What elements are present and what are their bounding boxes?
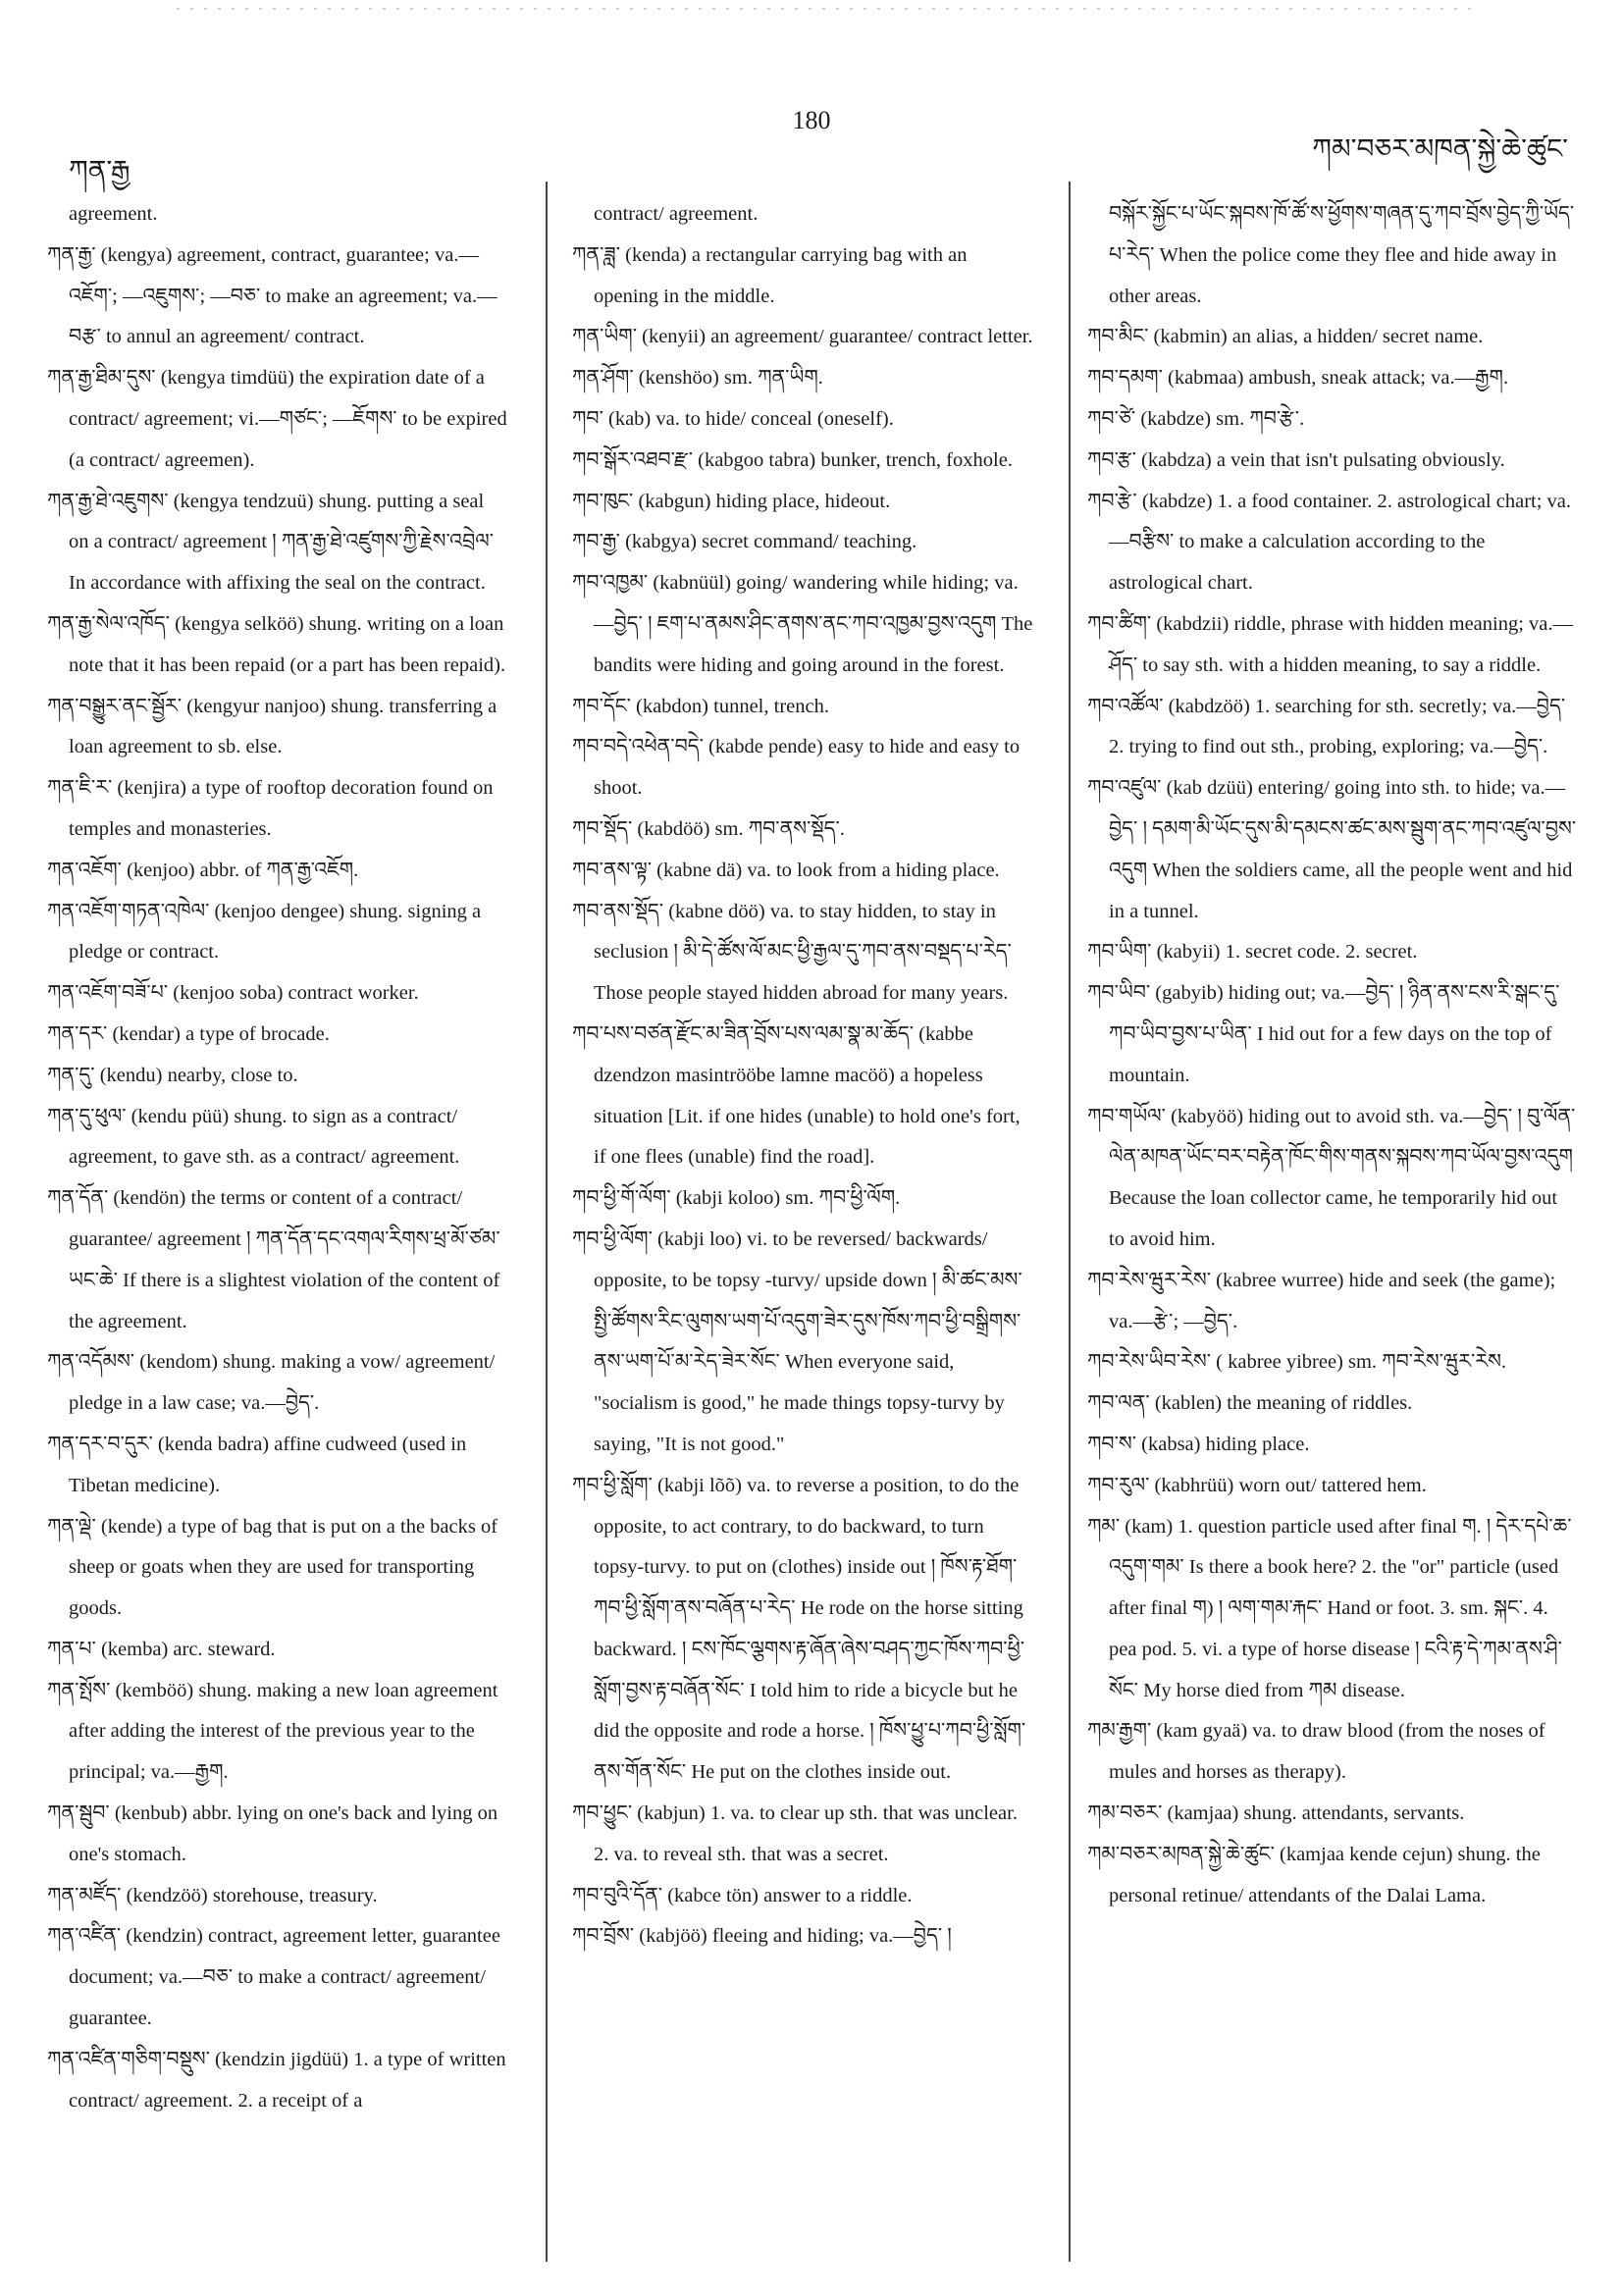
dictionary-entry: ཀན་རྒྱ་ཐེ་འཇུགས་ (kengya tendzuü) shung. putting a seal on a contract/ agreement ། ཀན་རྒྱ་ཐེ་འཛུགས་ཀྱི་རྗེས་འབྲེལ་ In accordance with affixing the seal on the contract. bbox=[47, 490, 494, 595]
dictionary-entry: ཀམ་བཅར་ (kamjaa) shung. attendants, servants. bbox=[1087, 1802, 1465, 1825]
dictionary-entry: ཀབ་ཙེ་ (kabdze) sm. ཀབ་རྩེ་. bbox=[1087, 407, 1305, 430]
dictionary-entry: ཀབ་དོང་ (kabdon) tunnel, trench. bbox=[572, 695, 829, 717]
scan-noise bbox=[177, 8, 1472, 10]
dictionary-entry: ཀབ་འཁྱམ་ (kabnüül) going/ wandering while hiding; va.—བྱེད་ ། ཇག་པ་ནམས་ཤིང་ནགས་ནང་ཀབ་འཁྱམ་བྱས་འདུག The bandits were hiding and going around in the forest. bbox=[572, 572, 1033, 676]
dictionary-entry: ཀབ་འཚོལ་ (kabdzöö) 1. searching for sth. secretly; va.—བྱེད་ 2. trying to find out sth., probing, exploring; va.—བྱེད་. bbox=[1087, 695, 1566, 758]
dictionary-entry: ཀན་འཛིན་གཅིག་བསྡུས་ (kendzin jigdüü) 1. a type of written contract/ agreement. 2. a receipt of a bbox=[47, 2048, 506, 2112]
dictionary-entry: ཀབ་སྡོད་ (kabdöö) sm. ཀབ་ནས་སྡོད་. bbox=[572, 817, 845, 840]
guide-word-left: ཀན་རྒྱ bbox=[69, 156, 131, 186]
column-lead-in: agreement. bbox=[69, 203, 158, 225]
dictionary-entry: ཀབ་རྩ་ (kabdza) a vein that isn't pulsating obviously. bbox=[1087, 448, 1505, 471]
dictionary-entry: ཀམ་ (kam) 1. question particle used after final ག. ། དེར་དཔེ་ཆ་འདུག་གམ་ Is there a book here? 2. the "or" particle (used after final ག) ། ལག་གམ་རྐང་ Hand or foot. 3. sm. སྐང་. 4. pea pod. 5. vi. a type of horse disease ། ངའི་རྟ་དེ་ཀམ་ནས་ཤི་སོང་ My horse died from ཀམ disease. bbox=[1087, 1515, 1572, 1701]
column-2 bbox=[572, 194, 1033, 1957]
dictionary-entry: ཀབ་གཡོལ་ (kabyöö) hiding out to avoid sth. va.—བྱེད་ ། བུ་ལོན་ལེན་མཁན་ཡོང་བར་བརྟེན་ཁོང་གིས་གནས་སྐབས་ཀབ་ཡོལ་བྱས་འདུག Because the loan collector came, he temporarily hid out to avoid him. bbox=[1087, 1105, 1576, 1250]
dictionary-entry: ཀབ་ཁུང་ (kabgun) hiding place, hideout. bbox=[572, 490, 891, 512]
dictionary-entry: ཀན་དོན་ (kendön) the terms or content of a contract/ guarantee/ agreement ། ཀན་དོན་དང་འགལ་རིགས་ཕྲ་མོ་ཙམ་ཡང་ཆེ་ If there is a slightest violation of the content of the agreement. bbox=[47, 1187, 500, 1332]
dictionary-entry: ཀབ་ཕྱི་གོ་ལོག་ (kabji koloo) sm. ཀབ་ཕྱི་ལོག. bbox=[572, 1187, 901, 1210]
dictionary-entry: ཀབ་བུའི་དོན་ (kabce tön) answer to a riddle. bbox=[572, 1884, 913, 1906]
dictionary-entry: ཀན་འཇོག་བཟོ་པ་ (kenjoo soba) contract worker. bbox=[47, 982, 419, 1005]
dictionary-entry: ཀན་དར་ (kendar) a type of brocade. bbox=[47, 1022, 330, 1045]
dictionary-entry: ཀན་བསྒྱུར་ནང་སྦྱོར་ (kengyur nanjoo) shung. transferring a loan agreement to sb. else. bbox=[47, 695, 497, 758]
dictionary-entry: ཀན་མཛོད་ (kendzöö) storehouse, treasury. bbox=[47, 1884, 378, 1906]
guide-word-right: ཀམ་བཅར་མཁན་སྐྱེ་ཆེ་ཚུང་ bbox=[1312, 134, 1568, 165]
dictionary-entry: ཀན་རྒྱ་སེལ་འཁོད་ (kengya selköö) shung. writing on a loan note that it has been repaid (or a part has been repaid). bbox=[47, 612, 506, 676]
dictionary-entry: ཀམ་བཅར་མཁན་སྐྱེ་ཆེ་ཚུང་ (kamjaa kende cejun) shung. the personal retinue/ attendants of the Dalai Lama. bbox=[1087, 1843, 1541, 1906]
dictionary-entry: ཀབ་ཕྱི་སློག་ (kabji lõõ) va. to reverse a position, to do the opposite, to act contrary, to do backward, to turn topsy-turvy. to put on (clothes) inside out ། ཁོས་རྟ་ཐོག་ཀབ་ཕྱི་སློག་ནས་བཞོན་པ་རེད་ He rode on the horse sitting backward. ། ངས་ཁོང་ལྕགས་རྟ་ཞོན་ཞེས་བཤད་ཀྱང་ཁོས་ཀབ་ཕྱི་སློག་བྱས་རྟ་བཞོན་སོང་ I told him to ride a bicycle but he did the opposite and rode a horse. ། ཁོས་ཕྱུ་པ་ཀབ་ཕྱི་སློག་ནས་གོན་སོང་ He put on the clothes inside out. bbox=[572, 1474, 1026, 1784]
dictionary-entry: ཀན་འཇོག་ (kenjoo) abbr. of ཀན་རྒྱ་འཇོག. bbox=[47, 859, 359, 881]
dictionary-entry: ཀབ་ས་ (kabsa) hiding place. bbox=[1087, 1433, 1310, 1455]
column-lead-in: contract/ agreement. bbox=[594, 203, 759, 225]
column-3 bbox=[1087, 194, 1578, 1916]
dictionary-entry: ཀབ་ལན་ (kablen) the meaning of riddles. bbox=[1087, 1392, 1413, 1415]
dictionary-entry: ཀན་ལྡེ་ (kende) a type of bag that is put on a the backs of sheep or goats when they are used for transporting goods. bbox=[47, 1515, 498, 1620]
column-lead-in: བསྐོར་སྐྱོང་པ་ཡོང་སྐབས་ཁོ་ཚོ་ས་ཕྱོགས་གཞན་དུ་ཀབ་བྲོས་བྱེད་ཀྱི་ཡོད་པ་རེད་ When the police come they flee and hide away in other areas. bbox=[1109, 203, 1575, 307]
dictionary-entry: ཀབ་བྲོས་ (kabjöö) fleeing and hiding; va.—བྱེད་ ། bbox=[572, 1925, 952, 1948]
dictionary-entry: ཀབ་དམག་ (kabmaa) ambush, sneak attack; va.—རྒྱག. bbox=[1087, 367, 1509, 390]
dictionary-entry: ཀབ་རྒྱ་ (kabgya) secret command/ teaching. bbox=[572, 531, 917, 553]
dictionary-entry: ཀན་ཟླ་ (kenda) a rectangular carrying bag with an opening in the middle. bbox=[572, 243, 968, 307]
column-rule bbox=[1069, 182, 1071, 2262]
dictionary-entry: ཀབ་ཚིག་ (kabdzii) riddle, phrase with hidden meaning; va.—ཤོད་ to say sth. with a hidden meaning, to say a riddle. bbox=[1087, 612, 1574, 676]
dictionary-entry: ཀབ་ནས་སྡོད་ (kabne döö) va. to stay hidden, to stay in seclusion ། མི་དེ་ཚོས་ལོ་མང་ཕྱི་རྒྱལ་དུ་ཀབ་ནས་བསྡད་པ་རེད་ Those people stayed hidden abroad for many years. bbox=[572, 900, 1012, 1005]
dictionary-entry: ཀན་དུ་ (kendu) nearby, close to. bbox=[47, 1064, 298, 1086]
column-rule bbox=[546, 182, 548, 2262]
dictionary-entry: ཀན་རྒྱ་ཐིམ་དུས་ (kengya timdüü) the expiration date of a contract/ agreement; vi.—གཙང་; —ཇོགས་ to be expired (a contract/ agreemen). bbox=[47, 367, 507, 471]
page-number: 180 bbox=[792, 106, 831, 134]
dictionary-entry: ཀབ་མིང་ (kabmin) an alias, a hidden/ secret name. bbox=[1087, 326, 1484, 348]
dictionary-entry: ཀབ་ (kab) va. to hide/ conceal (oneself). bbox=[572, 407, 894, 430]
dictionary-entry: ཀབ་ནས་ལྟ་ (kabne dä) va. to look from a hiding place. bbox=[572, 859, 1000, 881]
dictionary-entry: ཀན་དུ་ཕུལ་ (kendu püü) shung. to sign as a contract/ agreement, to gave sth. as a contract/ agreement. bbox=[47, 1105, 460, 1169]
dictionary-entry: ཀན་སྤོས་ (kemböö) shung. making a new loan agreement after adding the interest of the previous year to the principal; va.—རྒྱག. bbox=[47, 1679, 498, 1784]
dictionary-entry: ཀན་པ་ (kemba) arc. steward. bbox=[47, 1638, 276, 1660]
dictionary-entry: ཀན་འཇོག་གཏན་འཁེལ་ (kenjoo dengee) shung. signing a pledge or contract. bbox=[47, 900, 482, 964]
dictionary-entry: ཀན་འཛིན་ (kendzin) contract, agreement letter, guarantee document; va.—བཅ་ to make a contract/ agreement/ guarantee. bbox=[47, 1925, 500, 2030]
dictionary-entry: ཀབ་རེས་ཡིབ་རེས་ ( kabree yibree) sm. ཀབ་རེས་ཝུར་རེས. bbox=[1087, 1351, 1507, 1374]
dictionary-entry: ཀན་ཇི་ར་ (kenjira) a type of rooftop decoration found on temples and monasteries. bbox=[47, 777, 494, 840]
dictionary-entry: ཀབ་ཕྱུང་ (kabjun) 1. va. to clear up sth. that was unclear. 2. va. to reveal sth. that was a secret. bbox=[572, 1802, 1018, 1865]
dictionary-entry: ཀབ་ཕྱི་ལོག་ (kabji loo) vi. to be reversed/ backwards/ opposite, to be topsy -turvy/ upside down ། མི་ཚང་མས་སྤྱི་ཚོགས་རིང་ལུགས་ཡག་པོ་འདུག་ཟེར་དུས་ཁོས་ཀབ་ཕྱི་བསྒྲིགས་ནས་ཡག་པོ་མ་རེད་ཟེར་སོང་ When everyone said, "socialism is good," he made things topsy-turvy by saying, "It is not good." bbox=[572, 1227, 1022, 1455]
dictionary-entry: ཀབ་རུལ་ (kabhrüü) worn out/ tattered hem. bbox=[1087, 1474, 1427, 1496]
dictionary-entry: ཀན་རྒྱ་ (kengya) agreement, contract, guarantee; va.—འཇོག་; —འཇུགས་; —བཅ་ to make an agreement; va.—བརྩ་ to annul an agreement/ contract. bbox=[47, 243, 497, 348]
dictionary-entry: ཀབ་སྒོར་འཐབ་རྫ་ (kabgoo tabra) bunker, trench, foxhole. bbox=[572, 448, 1013, 471]
dictionary-entry: ཀམ་རྒྱག་ (kam gyaä) va. to draw blood (from the noses of mules and horses as therapy). bbox=[1087, 1720, 1545, 1784]
dictionary-entry: ཀན་དར་བ་དུར་ (kenda badra) affine cudweed (used in Tibetan medicine). bbox=[47, 1433, 467, 1496]
dictionary-entry: ཀབ་རེས་ཝུར་རེས་ (kabree wurree) hide and seek (the game); va.—རྩེ་; —བྱེད་. bbox=[1087, 1269, 1556, 1332]
dictionary-entry: ཀབ་ཡིག་ (kabyii) 1. secret code. 2. secret. bbox=[1087, 941, 1418, 964]
dictionary-entry: ཀན་ཤོག་ (kenshöo) sm. ཀན་ཡིག. bbox=[572, 367, 823, 390]
dictionary-entry: ཀན་འདོམས་ (kendom) shung. making a vow/ agreement/ pledge in a law case; va.—བྱེད་. bbox=[47, 1351, 496, 1415]
dictionary-entry: ཀབ་འཛུལ་ (kab dzüü) entering/ going into sth. to hide; va.—བྱེད་ ། དམག་མི་ཡོང་དུས་མི་དམངས་ཚང་མས་སྦུག་ནང་ཀབ་འཛུལ་བྱས་འདུག When the soldiers came, all the people went and hid in a tunnel. bbox=[1087, 777, 1577, 922]
column-1 bbox=[47, 194, 508, 2121]
dictionary-entry: ཀབ་ཡིབ་ (gabyib) hiding out; va.—བྱེད་ ། ཉིན་ནས་ངས་རི་སྒང་དུ་ཀབ་ཡིབ་བྱས་པ་ཡིན་ I hid out for a few days on the top of mountain. bbox=[1087, 982, 1560, 1086]
dictionary-entry: ཀན་སྦུབ་ (kenbub) abbr. lying on one's back and lying on one's stomach. bbox=[47, 1802, 498, 1865]
dictionary-entry: ཀབ་པས་བཙན་རྫོང་མ་ཟིན་བྲོས་པས་ལམ་སྣ་མ་ཆོད་ (kabbe dzendzon masintrööbe lamne macöö) a hopeless situation [Lit. if one hides (unable) to hold one's fort, if one flees (unable) find the road]. bbox=[572, 1022, 1021, 1169]
dictionary-entry: ཀབ་རྩེ་ (kabdze) 1. a food container. 2. astrological chart; va.—བརྩིས་ to make a calculation according to the astrological chart. bbox=[1087, 490, 1572, 595]
dictionary-entry: ཀན་ཡིག་ (kenyii) an agreement/ guarantee/ contract letter. bbox=[572, 326, 1033, 348]
dictionary-entry: ཀབ་བདེ་འཕེན་བདེ་ (kabde pende) easy to hide and easy to shoot. bbox=[572, 736, 1021, 800]
